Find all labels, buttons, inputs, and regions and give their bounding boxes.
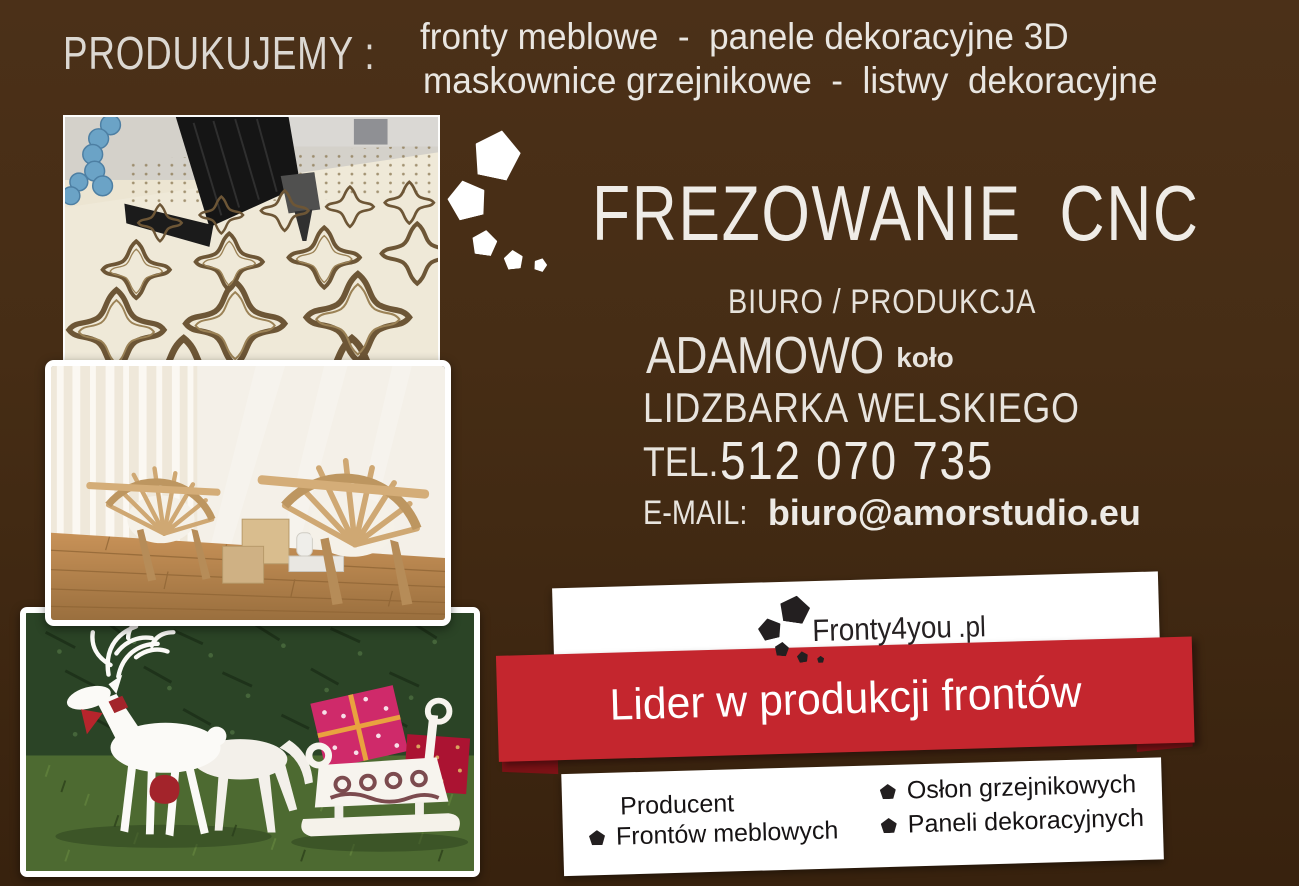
pentagon-shape <box>532 256 548 272</box>
product-line-2: maskownice grzejnikowe - listwy dekoracyjne <box>423 60 1158 101</box>
city-name: ADAMOWO <box>646 327 885 385</box>
promo-banner-group <box>494 556 1211 886</box>
pentagon-shape <box>778 594 812 625</box>
pentagon-bullet-icon <box>589 830 605 845</box>
photo-shell-chairs <box>45 360 451 626</box>
cnc-milling-illustration <box>65 117 438 362</box>
producer-item-label: Frontów meblowych <box>615 816 839 851</box>
photo-cnc-milling <box>63 115 440 364</box>
producer-item-label: Osłon grzejnikowych <box>906 770 1137 805</box>
shell-chairs-illustration <box>51 366 445 620</box>
banner-bottom-panel <box>561 757 1164 876</box>
ribbon-text: Lider w produkcji frontów <box>608 667 1082 730</box>
address-line-2 <box>643 384 1157 432</box>
pentagon-bullet-icon <box>880 784 896 799</box>
pentagon-shape <box>756 616 783 642</box>
phone-number: 512 070 735 <box>719 431 994 491</box>
brand-pentagon-cluster-icon <box>448 124 598 284</box>
producer-item <box>879 770 1136 806</box>
pentagon-shape <box>796 651 809 664</box>
email-line <box>643 492 1141 534</box>
producer-item <box>589 816 839 852</box>
pentagon-bullet-icon <box>881 818 897 833</box>
city-line2: LIDZBARKA WELSKIEGO <box>643 384 1080 431</box>
pentagon-shape <box>444 176 490 222</box>
pentagon-shape <box>470 126 525 183</box>
pentagon-shape <box>503 249 524 270</box>
reindeer-sleigh-illustration <box>26 613 474 871</box>
city-suffix: koło <box>896 342 954 373</box>
site-name-tld: .pl <box>957 611 987 644</box>
producer-title: Producent <box>619 789 735 821</box>
produkujemy-label: PRODUKUJEMY : <box>63 27 376 79</box>
pentagon-shape <box>774 641 789 656</box>
producer-item-label: Paneli dekoracyjnych <box>907 803 1145 839</box>
email-label: E-MAIL: <box>643 494 748 532</box>
fronty4you-logo <box>749 581 1031 675</box>
brand-name: FREZOWANIE CNC <box>592 169 1200 257</box>
site-name <box>812 608 986 649</box>
phone-label: TEL. <box>643 438 719 485</box>
address-line-1 <box>646 326 954 386</box>
producer-item <box>880 804 1144 840</box>
site-name-main: Fronty4you <box>811 609 953 649</box>
photo-reindeer-sleigh-decor <box>20 607 480 877</box>
email-value: biuro@amorstudio.eu <box>767 492 1141 533</box>
phone-line <box>643 430 1042 492</box>
brand-subtitle: BIURO / PRODUKCJA <box>728 283 1037 321</box>
pentagon-shape <box>817 656 824 663</box>
product-line-1: fronty meblowe - panele dekoracyjne 3D <box>420 16 1069 57</box>
pentagon-shape <box>470 228 498 256</box>
